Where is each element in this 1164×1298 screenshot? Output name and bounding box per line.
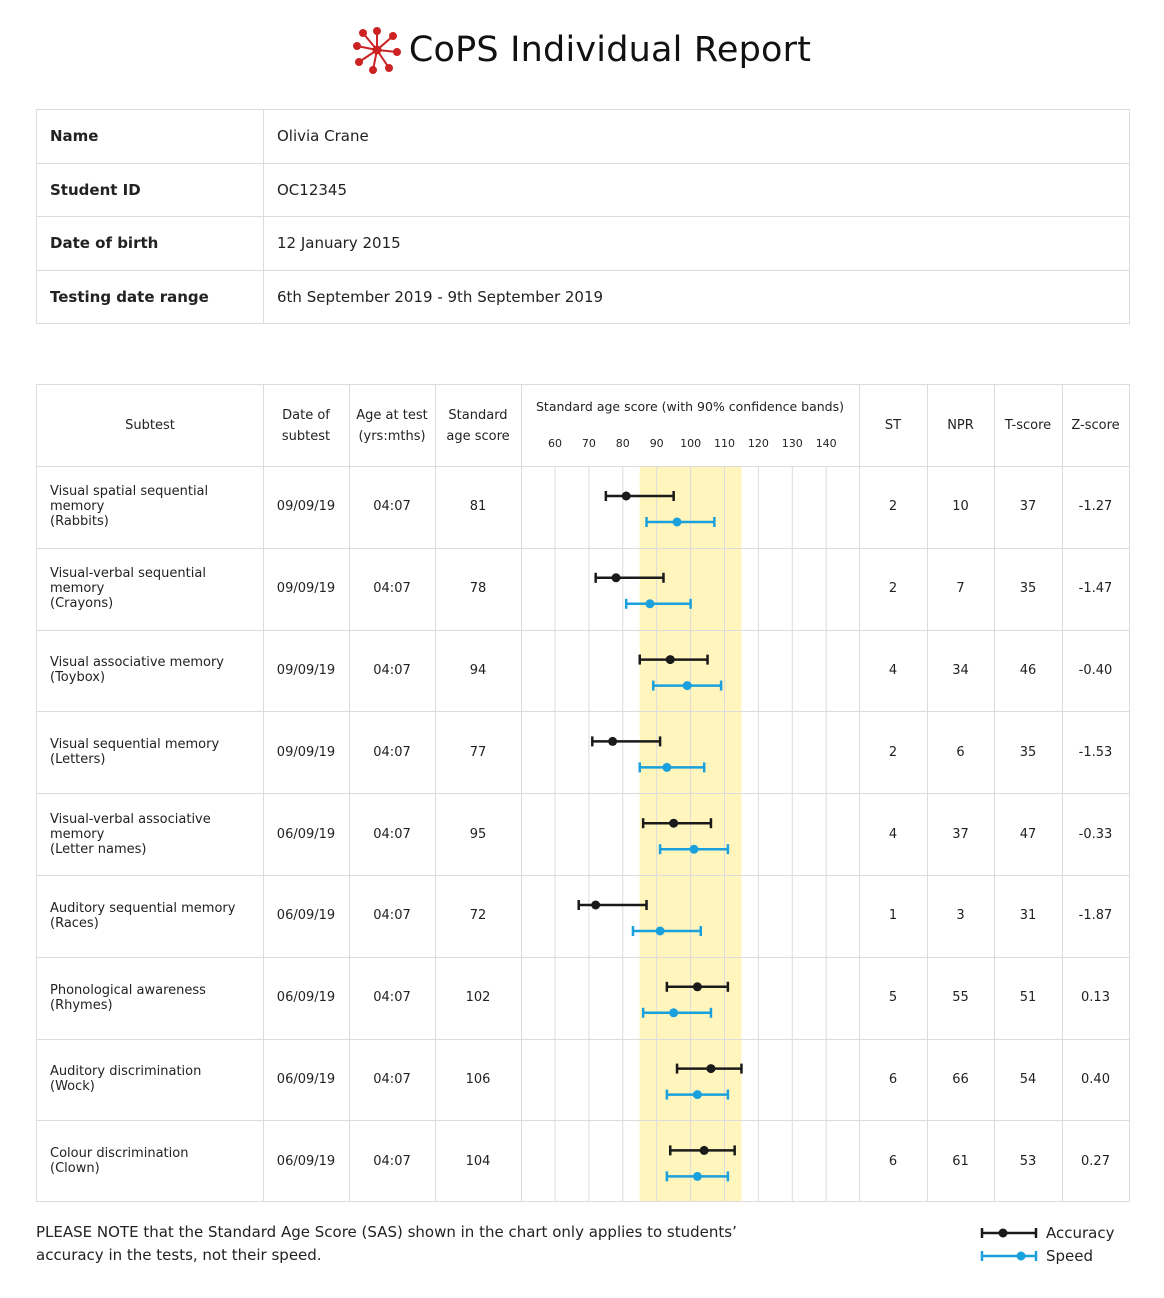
subtest-game: (Letters): [50, 752, 106, 768]
chart-legend: [980, 1221, 1140, 1267]
header-date-text: Date of: [282, 407, 330, 423]
age-cell: 04:07: [373, 581, 411, 597]
header-zscore: [1062, 385, 1129, 466]
st-cell: 2: [888, 499, 898, 515]
page-title: CoPS Individual Report: [408, 30, 812, 70]
subtest-name-cell: [37, 793, 263, 875]
age-cell: 04:07: [373, 1153, 411, 1169]
t-cell: 35: [1019, 744, 1037, 760]
info-row: [37, 110, 1130, 164]
accuracy-point: [669, 819, 678, 828]
t-cell: 35: [1019, 581, 1037, 597]
subtest-name-cell: [37, 548, 263, 630]
tick-label: 60: [548, 437, 562, 450]
tick-label: 130: [781, 437, 803, 450]
tick-label: 110: [714, 437, 735, 450]
st-cell: 5: [888, 990, 898, 1006]
npr-cell: 34: [952, 662, 969, 678]
subtest-name-cell: [37, 466, 263, 548]
header-subtest: [37, 385, 263, 466]
tick-label: 80: [615, 437, 630, 450]
subtest-game: (Toybox): [50, 670, 106, 686]
subtest-title: Colour discrimination: [50, 1146, 189, 1162]
age-cell: 04:07: [373, 662, 411, 678]
date-cell: 06/09/19: [276, 1153, 336, 1169]
st-cell: 1: [888, 908, 898, 924]
sas-note: [36, 1221, 796, 1267]
report-header: [0, 22, 1164, 78]
t-cell: 54: [1019, 1071, 1037, 1087]
header-date: [263, 385, 349, 466]
accuracy-point: [612, 573, 621, 582]
subtest-title: Auditory sequential memory: [50, 900, 236, 916]
speed-point: [673, 518, 682, 527]
legend-item: [980, 1221, 1140, 1244]
speed-point: [683, 681, 692, 690]
speed-point: [645, 599, 654, 608]
subtest-label: [50, 812, 263, 857]
accuracy-point: [591, 901, 600, 910]
speed-point: [693, 1090, 702, 1099]
header-tscore-text: T-score: [1004, 418, 1052, 433]
st-cell: 6: [888, 1071, 898, 1087]
legend-label: Accuracy: [1046, 1223, 1115, 1242]
z-cell: 0.40: [1081, 1071, 1110, 1087]
legend-item: [980, 1244, 1140, 1267]
subtest-label: [50, 484, 263, 529]
date-cell: 09/09/19: [276, 744, 336, 760]
subtest-name-cell: [37, 630, 263, 712]
t-cell: 51: [1019, 990, 1037, 1006]
header-npr-text: NPR: [947, 418, 974, 433]
info-row: [37, 163, 1130, 217]
sas-cell: 95: [469, 826, 487, 842]
age-cell: 04:07: [373, 1071, 411, 1087]
info-label: Student ID: [37, 163, 264, 217]
speed-point: [669, 1008, 678, 1017]
age-cell: 04:07: [373, 990, 411, 1006]
info-label: Name: [37, 110, 264, 164]
subtest-game: (Crayons): [50, 596, 114, 612]
t-cell: 37: [1019, 499, 1037, 515]
subtest-title: Visual-verbal associative memory: [50, 811, 211, 842]
header-age-text: (yrs:mths): [358, 428, 426, 444]
tick-label: 90: [649, 437, 664, 450]
chart-title: Standard age score (with 90% confidence bands): [535, 399, 845, 414]
npr-cell: 55: [952, 990, 969, 1006]
npr-cell: 6: [956, 744, 965, 760]
subtest-name-cell: [37, 875, 263, 957]
t-cell: 47: [1019, 826, 1037, 842]
st-cell: 4: [888, 662, 898, 678]
info-row: [37, 217, 1130, 271]
npr-cell: 37: [952, 826, 969, 842]
student-info-table: [36, 109, 1130, 324]
subtest-label: [50, 983, 206, 1013]
info-value: 12 January 2015: [264, 217, 1130, 271]
subtest-title: Visual associative memory: [50, 655, 224, 671]
header-subtest-text: Subtest: [125, 418, 175, 433]
subtest-game: (Races): [50, 915, 99, 931]
tick-label: 140: [815, 437, 837, 450]
z-cell: -1.87: [1078, 908, 1113, 924]
date-cell: 09/09/19: [276, 581, 336, 597]
z-cell: 0.27: [1081, 1153, 1110, 1169]
z-cell: -1.27: [1078, 499, 1113, 515]
subtest-game: (Clown): [50, 1161, 100, 1177]
tick-label: 100: [680, 437, 702, 450]
accuracy-point: [622, 492, 631, 501]
note-line-2: accuracy in the tests, not their speed.: [36, 1246, 322, 1264]
t-cell: 31: [1019, 908, 1037, 924]
cops-network-logo-icon: [353, 26, 401, 74]
speed-point: [662, 763, 671, 772]
subtest-game: (Rhymes): [50, 997, 113, 1013]
npr-cell: 10: [952, 499, 969, 515]
info-label: Testing date range: [37, 270, 264, 324]
speed-point: [656, 927, 665, 936]
subtest-label: [50, 655, 224, 685]
subtest-label: [50, 1146, 188, 1176]
legend-label: Speed: [1046, 1246, 1094, 1265]
info-value: OC12345: [264, 163, 1130, 217]
age-cell: 04:07: [373, 744, 411, 760]
npr-cell: 61: [952, 1153, 969, 1169]
z-cell: -0.40: [1078, 662, 1113, 678]
info-row: [37, 270, 1130, 324]
tick-label: 70: [581, 437, 596, 450]
header-age: [349, 385, 435, 466]
z-cell: -0.33: [1078, 826, 1113, 842]
subtest-name-cell: [37, 711, 263, 793]
sas-cell: 78: [469, 581, 487, 597]
st-cell: 2: [888, 744, 898, 760]
sas-cell: 72: [469, 908, 487, 924]
age-cell: 04:07: [373, 908, 411, 924]
age-cell: 04:07: [373, 826, 411, 842]
st-cell: 4: [888, 826, 898, 842]
speed-point: [693, 1172, 702, 1181]
legend-accuracy-icon: [980, 1226, 1040, 1240]
header-tscore: [994, 385, 1062, 466]
info-value: Olivia Crane: [264, 110, 1130, 164]
z-cell: -1.53: [1078, 744, 1113, 760]
st-cell: 6: [888, 1153, 898, 1169]
subtest-name-cell: [37, 957, 263, 1039]
subtest-label: [50, 1064, 201, 1094]
subtest-name-cell: [37, 1039, 263, 1121]
subtest-name-cell: [37, 1120, 263, 1202]
date-cell: 09/09/19: [276, 662, 336, 678]
date-cell: 06/09/19: [276, 826, 336, 842]
accuracy-point: [700, 1146, 709, 1155]
results-table: [36, 384, 1130, 1202]
accuracy-point: [706, 1064, 715, 1073]
legend-speed-icon: [980, 1249, 1040, 1263]
st-cell: 2: [888, 581, 898, 597]
sas-cell: 81: [469, 499, 487, 515]
header-date-text: subtest: [281, 428, 331, 444]
subtest-title: Auditory discrimination: [50, 1064, 202, 1080]
header-st-text: ST: [884, 418, 902, 433]
note-line-1: PLEASE NOTE that the Standard Age Score (SAS) shown in the chart only applies to students’: [36, 1223, 737, 1241]
z-cell: -1.47: [1078, 581, 1113, 597]
sas-cell: 106: [465, 1071, 491, 1087]
subtest-label: [50, 737, 219, 767]
info-value: 6th September 2019 - 9th September 2019: [264, 270, 1130, 324]
header-zscore-text: Z-score: [1071, 418, 1120, 433]
sas-cell: 102: [465, 990, 491, 1006]
t-cell: 46: [1019, 662, 1037, 678]
header-sas: [435, 385, 521, 466]
sas-cell: 77: [469, 744, 487, 760]
accuracy-point: [608, 737, 617, 746]
subtest-label: [50, 566, 263, 611]
tick-label: 120: [747, 437, 769, 450]
accuracy-point: [666, 655, 675, 664]
sas-cell: 94: [469, 662, 487, 678]
speed-point: [689, 845, 698, 854]
t-cell: 53: [1019, 1153, 1037, 1169]
subtest-game: (Wock): [50, 1079, 95, 1095]
date-cell: 06/09/19: [276, 1071, 336, 1087]
header-npr: [927, 385, 994, 466]
subtest-title: Visual sequential memory: [50, 737, 220, 753]
z-cell: 0.13: [1081, 990, 1110, 1006]
subtest-title: Visual spatial sequential memory: [50, 484, 209, 515]
sas-cell: 104: [465, 1153, 491, 1169]
date-cell: 06/09/19: [276, 908, 336, 924]
accuracy-point: [693, 982, 702, 991]
subtest-label: [50, 901, 235, 931]
header-sas-text: age score: [446, 428, 510, 444]
npr-cell: 7: [956, 581, 965, 597]
header-st: [859, 385, 927, 466]
npr-cell: 66: [952, 1071, 969, 1087]
subtest-game: (Letter names): [50, 841, 147, 857]
info-label: Date of birth: [37, 217, 264, 271]
subtest-title: Visual-verbal sequential memory: [50, 566, 206, 597]
date-cell: 06/09/19: [276, 990, 336, 1006]
subtest-title: Phonological awareness: [50, 982, 206, 998]
age-cell: 04:07: [373, 499, 411, 515]
npr-cell: 3: [956, 908, 965, 924]
date-cell: 09/09/19: [276, 499, 336, 515]
header-age-text: Age at test: [356, 407, 428, 423]
subtest-game: (Rabbits): [50, 514, 109, 530]
header-sas-text: Standard: [448, 407, 508, 423]
